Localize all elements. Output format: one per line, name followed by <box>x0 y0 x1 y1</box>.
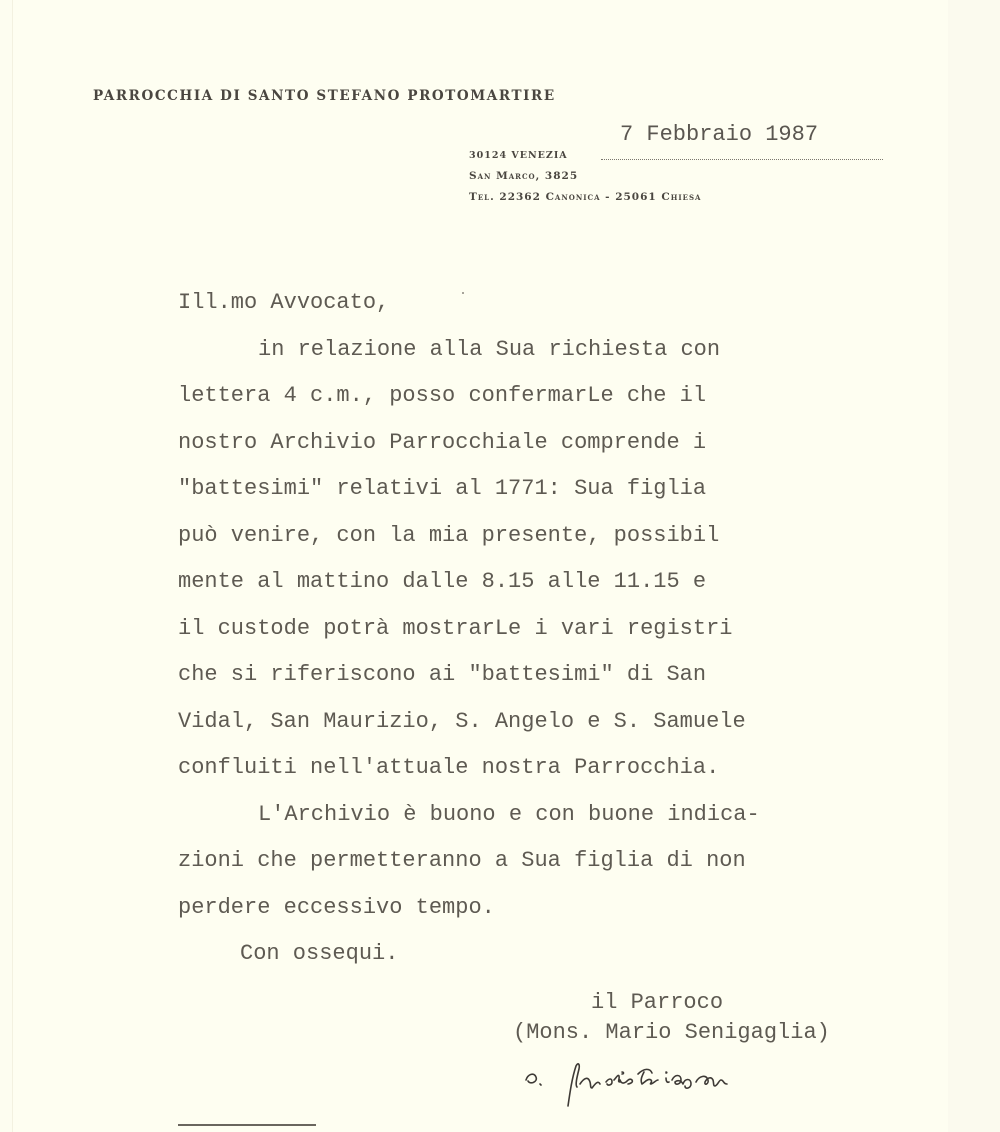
body-line: può venire, con la mia presente, possibil <box>178 522 720 548</box>
handwritten-signature <box>520 1050 860 1110</box>
bottom-rule <box>178 1124 316 1126</box>
valediction: Con ossequi. <box>240 941 399 966</box>
signer-name: (Mons. Mario Senigaglia) <box>513 1020 830 1045</box>
address-street: San Marco, 3825 <box>469 170 579 182</box>
body-line: che si riferiscono ai "battesimi" di San <box>178 662 707 687</box>
dotted-date-line <box>601 159 883 160</box>
body-line: in relazione alla Sua richiesta con <box>258 336 721 362</box>
letter-body <box>178 280 898 978</box>
signer-role: il Parroco <box>591 990 724 1015</box>
body-line: Vidal, San Maurizio, S. Angelo e S. Samuele <box>178 708 746 734</box>
body-line: "battesimi" relativi al 1771: Sua figlia <box>178 476 707 501</box>
salutation: Ill.mo Avvocato, <box>178 290 390 315</box>
page-edge <box>948 0 1000 1132</box>
body-line: perdere eccessivo tempo. <box>178 894 495 920</box>
letter-date: 7 Febbraio 1987 <box>620 122 819 147</box>
body-line: confluiti nell'attuale nostra Parrocchia. <box>178 755 720 780</box>
address-phone: Tel. 22362 Canonica - 25061 Chiesa <box>469 191 702 203</box>
body-line: zioni che permetteranno a Sua figlia di non <box>178 848 746 873</box>
address-city: 30124 VENEZIA <box>469 150 568 161</box>
closing-block <box>513 988 830 1048</box>
paper-speck <box>462 292 464 294</box>
body-line: il custode potrà mostrarLe i vari registri <box>178 615 733 641</box>
body-line: L'Archivio è buono e con buone indica- <box>258 801 760 827</box>
body-line: mente al mattino dalle 8.15 alle 11.15 e <box>178 569 707 594</box>
letterhead-title: PARROCCHIA DI SANTO STEFANO PROTOMARTIRE <box>93 88 556 104</box>
body-line: lettera 4 c.m., posso confermarLe che il <box>178 383 707 408</box>
body-line: nostro Archivio Parrocchiale comprende i <box>178 429 707 455</box>
